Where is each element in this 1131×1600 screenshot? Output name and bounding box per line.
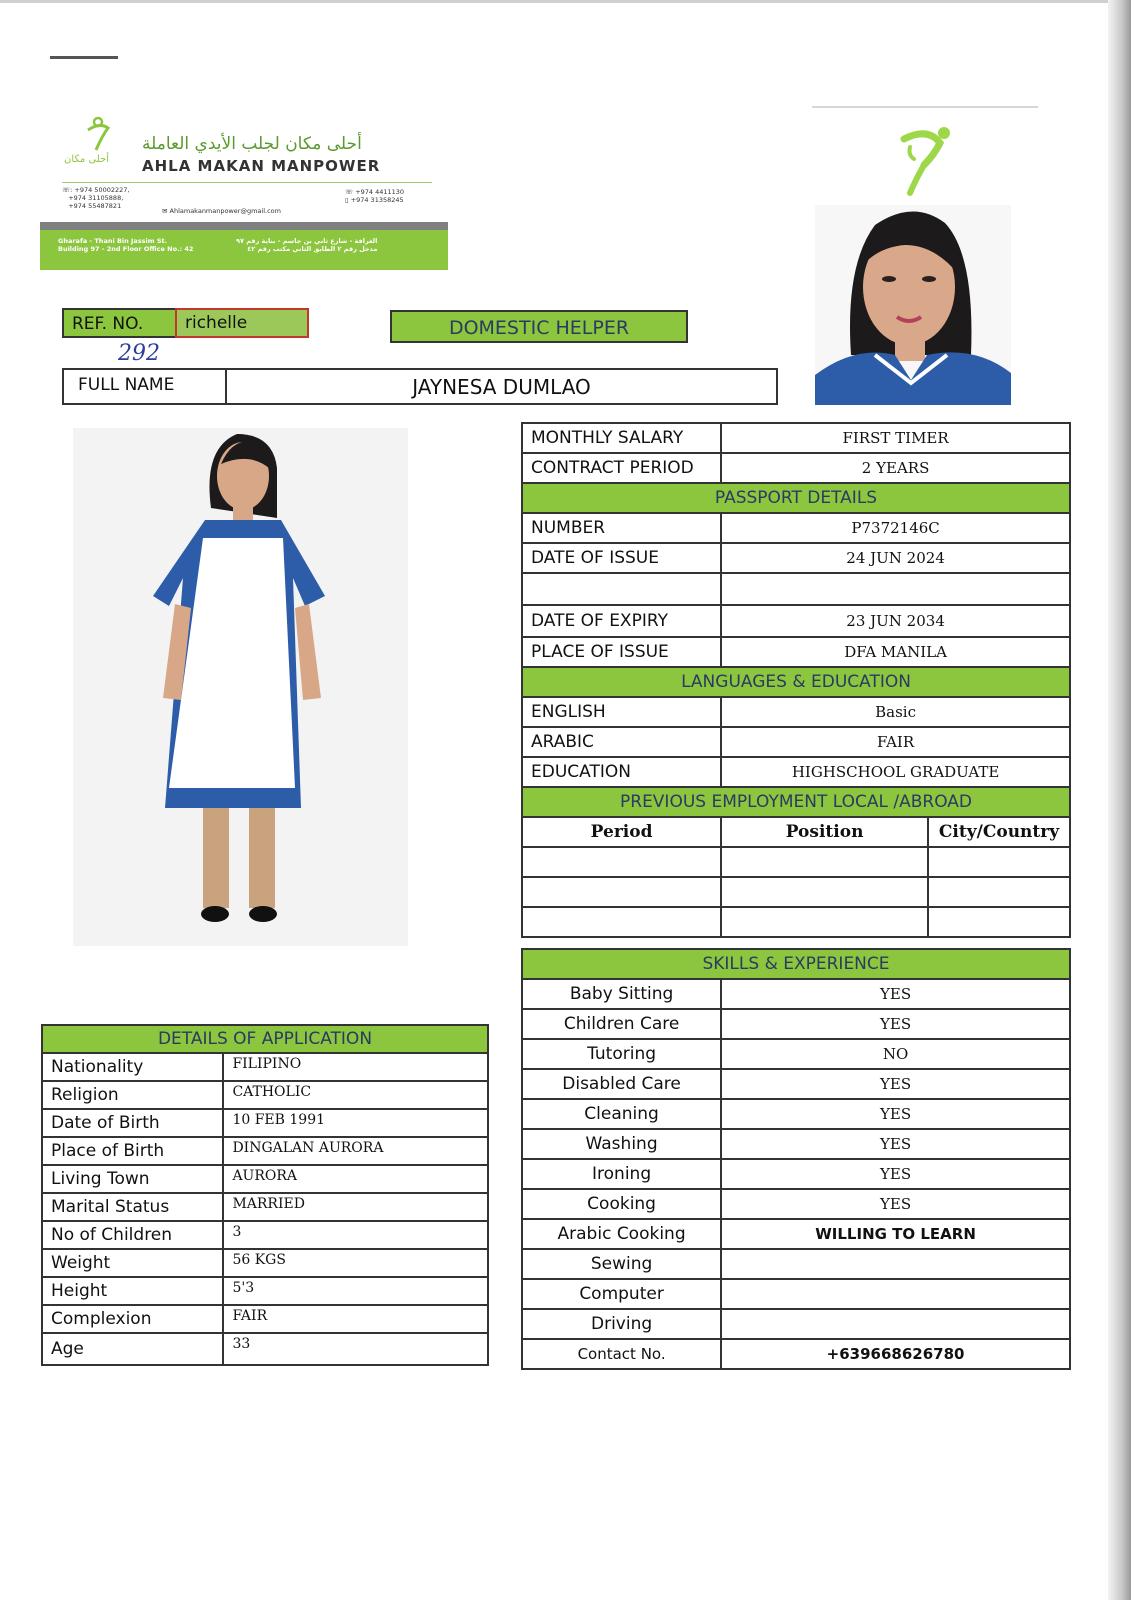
skill-row: Baby Sitting YES <box>522 979 1070 1009</box>
full-name-label-box <box>62 368 227 405</box>
skill-row: Ironing YES <box>522 1159 1070 1189</box>
prev-employment-row <box>522 877 1070 907</box>
label: DATE OF ISSUE <box>522 543 721 573</box>
skill-row: Disabled Care YES <box>522 1069 1070 1099</box>
value: 24 JUN 2024 <box>721 543 1070 573</box>
job-title: DOMESTIC HELPER <box>448 317 630 339</box>
skill-row: Driving <box>522 1309 1070 1339</box>
prev-employment-section-title: PREVIOUS EMPLOYMENT LOCAL /ABROAD <box>522 787 1070 817</box>
app-row: Nationality FILIPINO <box>42 1053 488 1081</box>
agency-brand-small: أحلى مكان <box>64 154 110 165</box>
ref-no-label: REF. NO. <box>72 314 144 334</box>
label: MONTHLY SALARY <box>522 423 721 453</box>
label: NUMBER <box>522 513 721 543</box>
label: CONTRACT PERIOD <box>522 453 721 483</box>
skill-row: Children Care YES <box>522 1009 1070 1039</box>
app-row: Weight 56 KGS <box>42 1249 488 1277</box>
row-education <box>522 757 1070 787</box>
value: DFA MANILA <box>721 637 1070 667</box>
app-row: Marital Status MARRIED <box>42 1193 488 1221</box>
scan-line <box>812 106 1038 108</box>
value: P7372146C <box>721 513 1070 543</box>
label: DATE OF EXPIRY <box>522 605 721 637</box>
app-row: Place of Birth DINGALAN AURORA <box>42 1137 488 1165</box>
agency-address-ar: الغرافة - شارع ثاني بن جاسم - بناية رقم ٩٧ مدخل رقم ٢ الطابق الثاني مكتب رقم ٤٢ <box>236 237 378 253</box>
agency-figure-icon <box>900 125 960 197</box>
header-period: Period <box>522 817 721 847</box>
agency-english-name: AHLA MAKAN MANPOWER <box>142 157 381 175</box>
agency-phones-left: ☏: +974 50002227, +974 31105888, +974 55487821 <box>62 186 130 210</box>
passport-section-title: PASSPORT DETAILS <box>522 483 1070 513</box>
app-row: Age 33 <box>42 1333 488 1365</box>
label: ARABIC <box>522 727 721 757</box>
app-row: Date of Birth 10 FEB 1991 <box>42 1109 488 1137</box>
skill-row: Computer <box>522 1279 1070 1309</box>
agency-address-en: Gharafa - Thani Bin Jassim St. Building 97 - 2nd Floor Office No.: 42 <box>58 237 194 253</box>
value: FIRST TIMER <box>721 423 1070 453</box>
full-body-photo <box>73 428 408 946</box>
prev-employment-header <box>522 817 1070 847</box>
portrait-photo <box>815 205 1011 405</box>
skill-row: Contact No. +639668626780 <box>522 1339 1070 1369</box>
app-row: Complexion FAIR <box>42 1305 488 1333</box>
agency-logo-card <box>40 110 448 270</box>
agency-phones-right: ☏ +974 4411130 ▯ +974 31358245 <box>345 188 405 204</box>
row-monthly-salary <box>522 423 1070 453</box>
skill-row: Cleaning YES <box>522 1099 1070 1129</box>
label: EDUCATION <box>522 757 721 787</box>
row-date-of-expiry <box>522 605 1070 637</box>
application-table <box>41 1024 489 1366</box>
row-passport-number <box>522 513 1070 543</box>
row-contract-period <box>522 453 1070 483</box>
app-row: No of Children 3 <box>42 1221 488 1249</box>
agency-arabic-name: أحلى مكان لجلب الأيدي العاملة <box>142 134 362 154</box>
full-name-value-box <box>225 368 778 405</box>
job-title-box <box>390 310 688 343</box>
prev-employment-row <box>522 907 1070 937</box>
row-arabic <box>522 727 1070 757</box>
skill-row: Sewing <box>522 1249 1070 1279</box>
ref-no-value: richelle <box>185 313 248 333</box>
row-english <box>522 697 1070 727</box>
skill-row: Tutoring NO <box>522 1039 1070 1069</box>
value: 23 JUN 2034 <box>721 605 1070 637</box>
agency-email: ✉ Ahlamakanmanpower@gmail.com <box>162 207 281 215</box>
scan-right-edge <box>1108 0 1131 1600</box>
label: ENGLISH <box>522 697 721 727</box>
full-name-label: FULL NAME <box>78 375 175 395</box>
skills-section-title: SKILLS & EXPERIENCE <box>522 949 1070 979</box>
skill-row: Arabic Cooking WILLING TO LEARN <box>522 1219 1070 1249</box>
label: PLACE OF ISSUE <box>522 637 721 667</box>
prev-employment-row <box>522 847 1070 877</box>
full-name: JAYNESA DUMLAO <box>412 375 591 399</box>
scan-mark <box>50 56 118 59</box>
ref-no-value-box <box>175 308 309 338</box>
header-city-country: City/Country <box>928 817 1070 847</box>
skill-row: Cooking YES <box>522 1189 1070 1219</box>
value: HIGHSCHOOL GRADUATE <box>721 757 1070 787</box>
skill-row: Washing YES <box>522 1129 1070 1159</box>
row-date-of-issue <box>522 543 1070 573</box>
header-position: Position <box>721 817 928 847</box>
app-row: Height 5'3 <box>42 1277 488 1305</box>
value: FAIR <box>721 727 1070 757</box>
ref-no-label-box <box>62 308 177 338</box>
agency-logo-icon <box>78 114 118 154</box>
details-table <box>521 422 1071 1370</box>
ref-handwritten: 292 <box>118 341 160 366</box>
application-section-title: DETAILS OF APPLICATION <box>42 1025 488 1053</box>
row-place-of-issue <box>522 637 1070 667</box>
scan-top-edge <box>0 0 1131 3</box>
app-row: Living Town AURORA <box>42 1165 488 1193</box>
app-row: Religion CATHOLIC <box>42 1081 488 1109</box>
value: Basic <box>721 697 1070 727</box>
languages-section-title: LANGUAGES & EDUCATION <box>522 667 1070 697</box>
value: 2 YEARS <box>721 453 1070 483</box>
row-blank <box>522 573 1070 605</box>
